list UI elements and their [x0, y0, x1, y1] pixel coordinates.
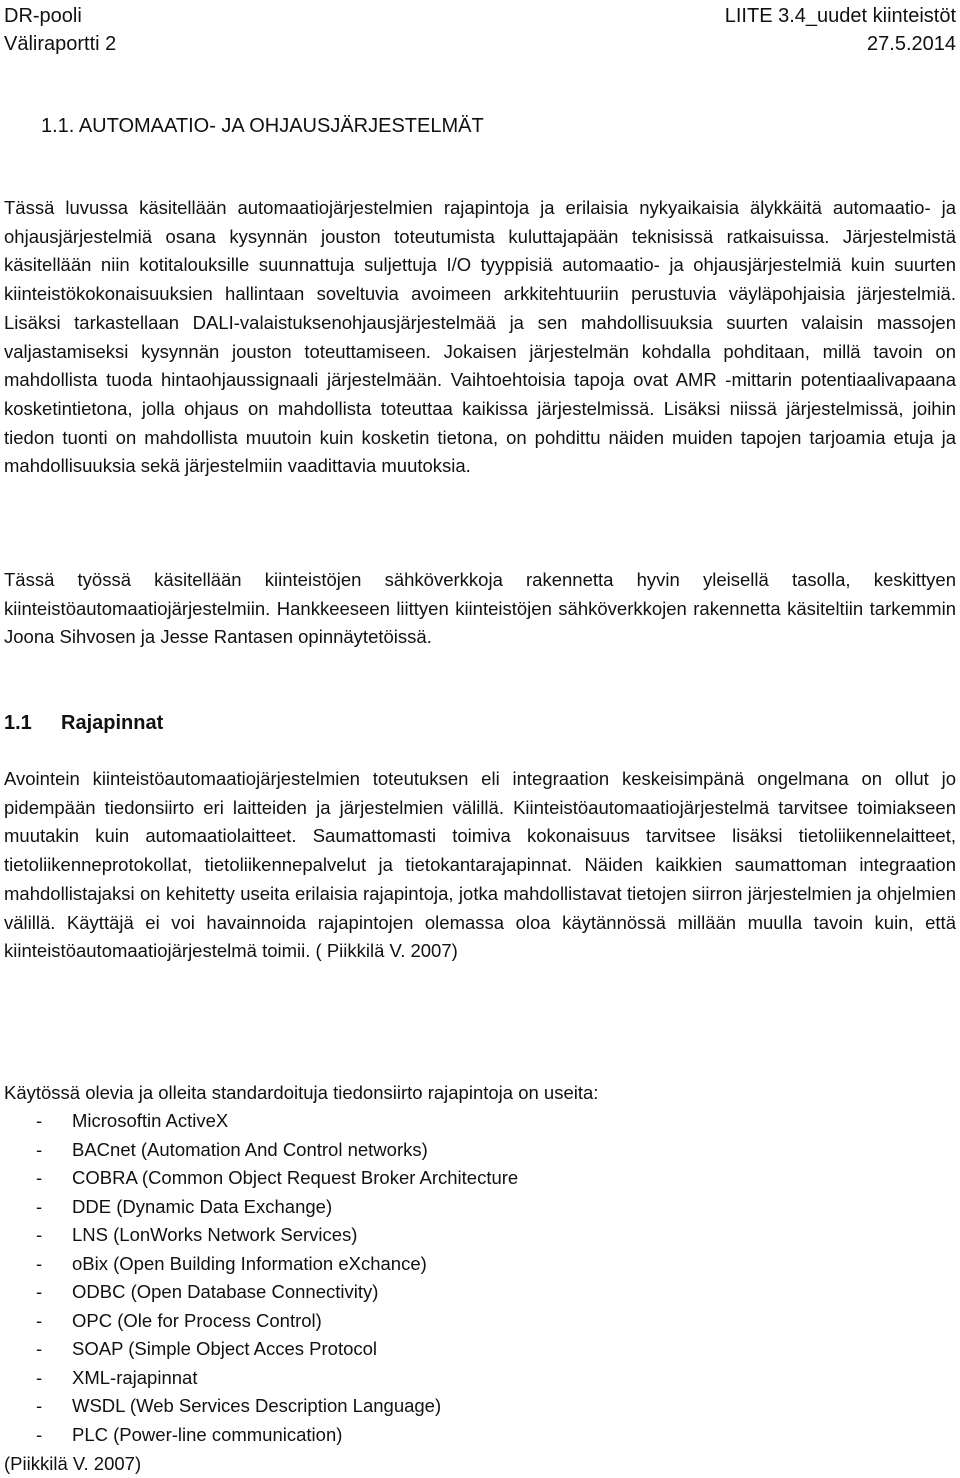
- list-item: [4, 1193, 518, 1222]
- list-item: [4, 1250, 518, 1279]
- list-item: [4, 1107, 518, 1136]
- report-name: Väliraportti 2: [4, 33, 117, 55]
- list-bullet: -: [36, 1224, 43, 1245]
- list-item: [4, 1364, 518, 1393]
- list-bullet: -: [36, 1110, 43, 1131]
- list-item-text: WSDL (Web Services Description Language): [72, 1395, 442, 1416]
- list-bullet: -: [36, 1338, 43, 1359]
- project-name: DR-pooli: [4, 5, 82, 27]
- list-item: [4, 1136, 518, 1165]
- list-item-text: COBRA (Common Object Request Broker Architecture: [72, 1167, 519, 1188]
- list-item: [4, 1392, 518, 1421]
- document-date: 27.5.2014: [867, 33, 956, 55]
- list-citation: (Piikkilä V. 2007): [4, 1453, 142, 1474]
- list-item-text: OPC (Ole for Process Control): [72, 1309, 322, 1331]
- section-paragraph-1: Tässä luvussa käsitellään automaatiojärjestelmien rajapintoja ja erilaisia nykyaikaisia älykkäitä automaatio- ja ohjausjärjestelmiä osana kysynnän jouston toteutumista kuluttajapään teknisissä ratkaisuissa. Järjestelmistä käsitellään niin kotitalouksille suunnattuja suljettuja I/O tyyppisiä automaatio- ja ohjausjärjestelmiä kuin suurten kiinteistökokonaisuuksien hallintaan soveltuvia avoimeen arkkitehtuuriin perustuvia väyläpohjaisia järjestelmiä. Lisäksi tarkastellaan DALI-valaistuksenohjausjärjestelmää ja sen mahdollisuuksia suurten valaisin massojen valjastamiseksi kysynnän jouston toteuttamiseen. Jokaisen järjestelmän kohdalla pohditaan, millä tavoin on mahdollista tuoda hintaohjaussignaali järjestelmään. Vaihtoehtoisia tapoja ovat AMR -mittarin potentiaalivapaana kosketintietona, jolla ohjaus on mahdollista toteuttaa kaikissa järjestelmissä. Lisäksi niissä järjestelmissä, joihin tiedon tuonti on mahdollista muutoin kuin kosketin tietona, on pohdittu näiden muiden tapojen tarjoamia etuja ja mahdollisuuksia sekä järjestelmiin vaadittavia muutoksia.: [4, 197, 956, 477]
- list-item: [4, 1164, 518, 1193]
- list-bullet: -: [36, 1167, 43, 1188]
- subsection-number: 1.1: [4, 712, 32, 734]
- list-bullet: -: [36, 1281, 43, 1302]
- subsection-heading: [4, 709, 163, 737]
- subsection-paragraph: Avointein kiinteistöautomaatiojärjestelmien toteutuksen eli integraation keskeisimpänä ongelmana on ollut jo pidempään tiedonsiirto eri laitteiden ja järjestelmien välillä. Kiinteistöautomaatiojärjestelmä tarvitsee toimiakseen muutakin kuin automaatiolaitteet. Saumattomasti toimiva kokonaisuus tarvitsee lisäksi tietoliikennelaitteet, tietoliikenneprotokollat, tietoliikennepalvelut ja tietokantarajapinnat. Näiden kaikkien saumattoman integraation mahdollistajaksi on kehitetty useita erilaisia rajapintoja, jotka mahdollistavat tietojen siirron järjestelmien ja ohjelmien välillä. Käyttäjä ei voi havainnoida rajapintojen olemassa oloa käytännössä millään muulla tavoin kuin, että kiinteistöautomaatiojärjestelmä toimii. ( Piikkilä V. 2007): [4, 768, 956, 962]
- list-intro: Käytössä olevia ja olleita standardoituja tiedonsiirto rajapintoja on useita:: [4, 1082, 599, 1103]
- list-item-text: oBix (Open Building Information eXchance): [72, 1252, 427, 1274]
- list-bullet: -: [36, 1423, 43, 1445]
- subsection-title: Rajapinnat: [61, 712, 164, 734]
- list-item-text: XML-rajapinnat: [72, 1366, 198, 1388]
- page-header-right: [725, 2, 956, 58]
- list-item-text: SOAP (Simple Object Acces Protocol: [72, 1338, 378, 1359]
- section-heading: 1.1. AUTOMAATIO- JA OHJAUSJÄRJESTELMÄT: [41, 115, 484, 137]
- list-item-text: LNS (LonWorks Network Services): [72, 1224, 358, 1245]
- section-paragraph-2: Tässä työssä käsitellään kiinteistöjen sähköverkkoja rakennetta hyvin yleisellä tasolla, keskittyen kiinteistöautomaatiojärjestelmiin. Hankkeeseen liittyen kiinteistöjen sähköverkkojen rakennetta käsiteltiin tarkemmin Joona Sihvosen ja Jesse Rantasen opinnäytetöissä.: [4, 569, 956, 648]
- page-header-left: [4, 2, 116, 58]
- list-item-text: PLC (Power-line communication): [72, 1423, 343, 1445]
- list-bullet: -: [36, 1366, 43, 1388]
- list-item-text: ODBC (Open Database Connectivity): [72, 1281, 379, 1302]
- list-item-text: Microsoftin ActiveX: [72, 1110, 229, 1131]
- list-bullet: -: [36, 1395, 43, 1416]
- list-item: [4, 1421, 518, 1450]
- list-item: [4, 1221, 518, 1250]
- list-item-text: BACnet (Automation And Control networks): [72, 1138, 428, 1160]
- appendix-label: LIITE 3.4_uudet kiinteistöt: [724, 5, 956, 27]
- interface-standards-list: [4, 1107, 518, 1449]
- list-item: [4, 1278, 518, 1307]
- list-bullet: -: [36, 1138, 43, 1160]
- list-item: [4, 1307, 518, 1336]
- list-item-text: DDE (Dynamic Data Exchange): [72, 1195, 333, 1217]
- list-bullet: -: [36, 1309, 43, 1331]
- list-bullet: -: [36, 1195, 43, 1217]
- list-bullet: -: [36, 1252, 43, 1274]
- list-item: [4, 1335, 518, 1364]
